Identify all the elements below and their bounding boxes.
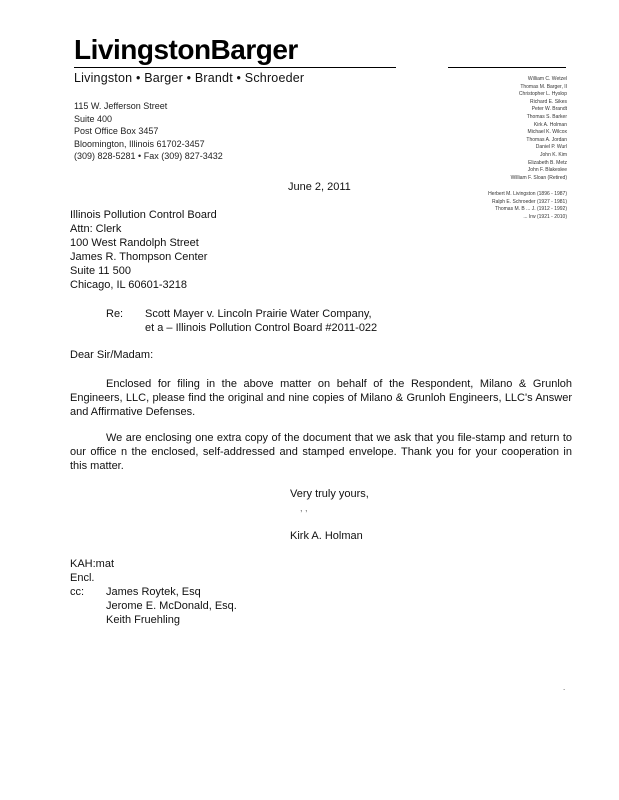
reference-block [70, 557, 114, 585]
former-partner-name: ... Irw (1921 - 2010) [523, 213, 567, 220]
partner-name: Thomas A. Jordan [526, 136, 567, 143]
address-line: Post Office Box 3457 [74, 126, 159, 136]
former-partner-list [488, 191, 567, 221]
partner-name: Daniel P. Wurl [535, 144, 567, 151]
partner-name: John K. Kim [540, 151, 567, 158]
address-line: (309) 828-5281 • Fax (309) 827-3432 [74, 151, 223, 161]
letter-date: June 2, 2011 [288, 181, 351, 193]
re-label: Re: [106, 308, 124, 320]
former-partner-name: Herbert M. Livingston (1896 - 1987) [488, 191, 567, 197]
subject-line: et a – Illinois Pollution Control Board #2011-022 [145, 322, 378, 334]
subject-lines [145, 307, 377, 335]
body-paragraph-1: Enclosed for filing in the above matter on behalf of the Respondent, Milano & Grunloh Engineers, LLC, please find the original and nine copies of Milano & Grunloh Engineers, LLC's Answer and Affirmative Defenses. [70, 378, 572, 418]
recipient-line: Chicago, IL 60601-3218 [70, 279, 188, 291]
letterhead-rule-left [74, 67, 396, 68]
body-paragraph-2: We are enclosing one extra copy of the document that we ask that you file-stamp and return to our office n the enclosed, self-addressed and stamped envelope. Thank you for your cooperation in this matter. [70, 432, 572, 472]
partner-name: Kirk A. Holman [533, 121, 567, 128]
address-line: Bloomington, Illinois 61702-3457 [74, 138, 205, 149]
partner-name: Thomas M. Barger, II [520, 83, 567, 90]
cc-recipient: Jerome E. McDonald, Esq. [106, 600, 237, 612]
salutation: Dear Sir/Madam: [70, 349, 154, 361]
logo-part-barger: Barger [210, 34, 298, 65]
address-line: Suite 400 [74, 113, 113, 124]
partner-list [511, 76, 567, 182]
typist-initials: KAH:mat [70, 558, 115, 570]
former-partner-name: Thomas M. B ... J. (1912 - 1992) [495, 206, 567, 213]
cc-list [106, 585, 237, 627]
cc-recipient: Keith Fruehling [106, 614, 180, 626]
partner-name: William F. Sloan (Retired) [510, 174, 567, 181]
partner-name: Elizabeth B. Metz [528, 159, 567, 166]
address-line: 115 W. Jefferson Street [74, 101, 168, 111]
firm-logo [74, 34, 298, 66]
partner-name: Christopher L. Hyslop [518, 91, 567, 98]
stray-mark: . [563, 683, 566, 692]
signer-name: Kirk A. Holman [290, 530, 363, 542]
firm-tagline: Livingston • Barger • Brandt • Schroeder [74, 71, 305, 85]
partner-name: John F. Blakeslee [527, 167, 567, 174]
recipient-line: James R. Thompson Center [70, 251, 208, 263]
cc-recipient: James Roytek, Esq [106, 586, 201, 598]
partner-name: Peter W. Brandt [531, 106, 567, 113]
enclosure-notation: Encl. [70, 572, 95, 584]
firm-address [74, 100, 223, 163]
complimentary-close: Very truly yours, [290, 488, 369, 500]
partner-name: William C. Wetzel [527, 76, 567, 82]
recipient-address [70, 208, 217, 292]
letterhead-rule-right [448, 67, 566, 68]
subject-line: Scott Mayer v. Lincoln Prairie Water Company, [145, 308, 372, 320]
recipient-line: 100 West Randolph Street [70, 237, 199, 249]
logo-part-livingston: Livingston [74, 34, 211, 65]
recipient-line: Suite 11 500 [70, 265, 131, 277]
signature-mark: , , [300, 503, 308, 513]
cc-label: cc: [70, 586, 85, 598]
recipient-line: Illinois Pollution Control Board [70, 209, 217, 221]
former-partner-name: Ralph E. Schroeder (1927 - 1981) [491, 198, 567, 205]
partner-name: Thomas S. Barker [526, 113, 567, 120]
partner-name: Michael K. Wilcox [527, 129, 567, 136]
recipient-line: Attn: Clerk [70, 223, 122, 235]
partner-name: Richard E. Sikes [530, 98, 567, 105]
